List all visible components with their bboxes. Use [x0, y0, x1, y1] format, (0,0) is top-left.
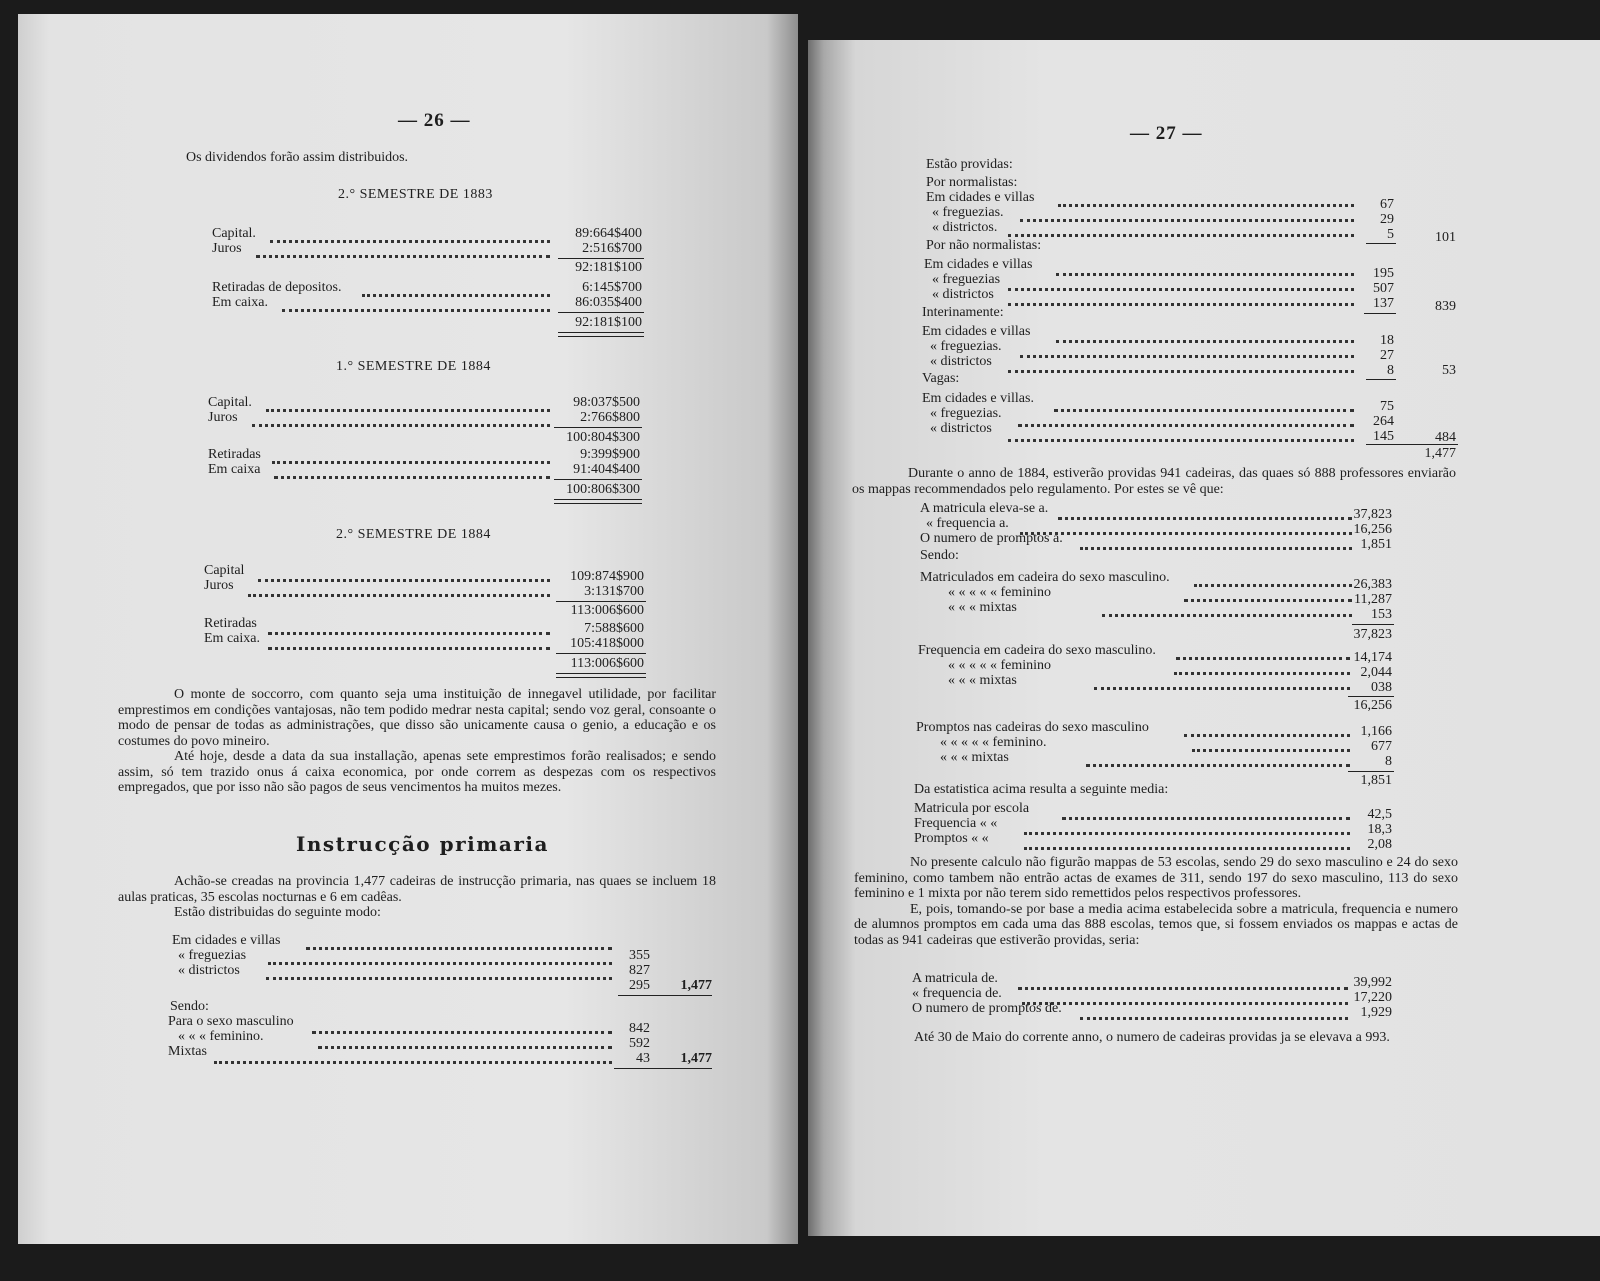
leader-dots [1102, 600, 1352, 617]
ledger-sum: 113:006$600 [570, 656, 644, 671]
row-label: « freguezias. [932, 205, 1004, 220]
paragraph-block [852, 466, 1456, 497]
ledger-label: Juros [212, 241, 242, 256]
row-label: Em cidades e villas. [922, 391, 1034, 406]
ledger-label: Juros [208, 410, 238, 425]
leader-dots [1080, 1003, 1348, 1020]
sum-rule [554, 479, 642, 480]
page-number: — 26 — [398, 110, 471, 131]
row-value: 67 [1380, 197, 1394, 212]
dist-value: 295 [629, 978, 650, 993]
row-value: 27 [1380, 348, 1394, 363]
ledger-label: Capital. [208, 395, 252, 410]
leader-dots [214, 1047, 612, 1064]
total-rule [618, 995, 712, 996]
monte-socorro-paragraphs [118, 687, 716, 796]
leader-dots [282, 295, 550, 312]
group-total: 101 [1435, 230, 1456, 245]
group-heading: Vagas: [922, 371, 960, 386]
row-label: Em cidades e villas [926, 190, 1035, 205]
row-label: « districtos [930, 421, 992, 436]
dist-value: 592 [629, 1036, 650, 1051]
paragraph: Durante o anno de 1884, estiverão providas 941 cadeiras, das quaes só 888 professores enviarão os mappas recommendados pelo regulamento. Por estes se vê que: [852, 466, 1456, 497]
dist-label: Para o sexo masculino [168, 1014, 294, 1029]
dist-total: 1,477 [680, 978, 712, 993]
row-value: 264 [1373, 414, 1394, 429]
semester-heading: 2.° SEMESTRE DE 1883 [338, 187, 493, 202]
dist-label: Mixtas [168, 1044, 207, 1059]
row-label: Matricula por escola [914, 801, 1030, 816]
row-value: 195 [1373, 266, 1394, 281]
leader-dots [1008, 356, 1354, 373]
final-sentence: Até 30 de Maio do corrente anno, o numero de cadeiras providas ja se elevava a 993. [914, 1030, 1390, 1045]
ledger-label: Retiradas [204, 616, 257, 631]
row-value: 5 [1387, 227, 1394, 242]
row-value: 75 [1380, 399, 1394, 414]
page-number: — 27 — [1130, 123, 1203, 144]
sum-rule [1366, 379, 1396, 380]
row-label: Em cidades e villas [922, 324, 1031, 339]
ledger-value: 2:766$800 [580, 410, 640, 425]
group-heading: Interinamente: [922, 305, 1004, 320]
right-page [808, 40, 1600, 1236]
total-double-rule [556, 673, 646, 678]
sum-rule [1364, 313, 1396, 314]
row-label: « freguezias [932, 272, 1001, 287]
dist-value: 827 [629, 963, 650, 978]
ledger-value: 86:035$400 [575, 295, 642, 310]
leader-dots [268, 633, 550, 650]
leader-dots [1008, 425, 1354, 442]
row-label: « frequencia de. [912, 986, 1002, 1001]
sum-rule [1366, 444, 1458, 445]
ledger-value: 9:399$900 [580, 447, 640, 462]
dist-label: Em cidades e villas [172, 933, 281, 948]
group-total: 484 [1435, 430, 1456, 445]
row-label: Promptos « « [914, 831, 989, 846]
row-label: « « « « « feminino. [940, 735, 1047, 750]
ledger-value: 7:588$600 [584, 621, 644, 636]
dist-value: 842 [629, 1021, 650, 1036]
ledger-value: 2:516$700 [582, 241, 642, 256]
row-value: 038 [1371, 680, 1392, 695]
sum-rule [554, 427, 642, 428]
paragraph-block [854, 855, 1458, 948]
semester-heading: 2.° SEMESTRE DE 1884 [336, 527, 491, 542]
row-label: Da estatistica acima resulta a seguinte media: [914, 782, 1169, 797]
row-label: « districtos [932, 287, 994, 302]
row-value: 29 [1380, 212, 1394, 227]
sum-rule [1348, 771, 1394, 772]
row-value: 145 [1373, 429, 1394, 444]
row-value: 137 [1373, 296, 1394, 311]
row-label: « « « mixtas [948, 673, 1017, 688]
row-value: 39,992 [1353, 975, 1392, 990]
row-label: O numero de promptos de. [912, 1001, 1062, 1016]
sum-rule [556, 653, 646, 654]
leader-dots [1080, 533, 1352, 550]
row-label: A matricula de. [912, 971, 998, 986]
leader-dots [1094, 673, 1350, 690]
ledger-sum: 113:006$600 [570, 603, 644, 618]
group-total: 839 [1435, 299, 1456, 314]
row-label: « « « mixtas [940, 750, 1009, 765]
sum-rule [1348, 696, 1394, 697]
total-rule [614, 1068, 712, 1069]
row-value: 16,256 [1353, 522, 1392, 537]
ledger-value: 91:404$400 [573, 462, 640, 477]
ledger-label: Retiradas [208, 447, 261, 462]
group-heading: Por normalistas: [926, 175, 1018, 190]
ledger-label: Juros [204, 578, 234, 593]
dist-value: 355 [629, 948, 650, 963]
dist-label: « districtos [178, 963, 240, 978]
left-page [18, 14, 798, 1244]
sum-rule [556, 601, 646, 602]
sum-rule [558, 312, 644, 313]
row-value: 37,823 [1353, 507, 1392, 522]
row-value: 17,220 [1353, 990, 1392, 1005]
ledger-label: Capital [204, 563, 245, 578]
section-title: Instrucção primaria [296, 832, 549, 856]
row-value: 1,929 [1360, 1005, 1392, 1020]
row-label: « districtos. [932, 220, 998, 235]
row-value: 507 [1373, 281, 1394, 296]
row-value: 18 [1380, 333, 1394, 348]
paragraph: Até hoje, desde a data da sua installação, apenas sete emprestimos forão realisados; e sendo assim, só tem trazido onus á caixa economica, por onde correm as despezas com os respectivos empregados, que por isso não são pagos de seus vencimentos ha muitos mezes. [118, 749, 716, 795]
ledger-value: 98:037$500 [573, 395, 640, 410]
dist-value: 43 [636, 1051, 650, 1066]
total-double-rule [554, 499, 642, 504]
ledger-label: Em caixa [208, 462, 261, 477]
row-value: 26,383 [1353, 577, 1392, 592]
ledger-label: Capital. [212, 226, 256, 241]
row-label: Frequencia « « [914, 816, 998, 831]
row-value: 8 [1385, 754, 1392, 769]
grand-total: 1,477 [1424, 446, 1456, 461]
row-total: 37,823 [1353, 627, 1392, 642]
dist-label: « « « feminino. [178, 1029, 264, 1044]
leader-dots [256, 241, 550, 258]
row-label: Em cidades e villas [924, 257, 1033, 272]
row-label: « « « mixtas [948, 600, 1017, 615]
leader-dots [248, 580, 550, 597]
paragraph: No presente calculo não figurão mappas de 53 escolas, sendo 29 do sexo masculino e 24 do sexo feminino, como tambem não entrão actas de exames de 311, sendo 197 do sexo masculino, 113 do sexo feminino e 1 mixta por não terem sido remettidos pelos respectivos professores. [854, 855, 1458, 901]
row-label: « « « « « feminino [948, 585, 1052, 600]
row-label: Frequencia em cadeira do sexo masculino. [918, 643, 1156, 658]
row-label: « frequencia a. [926, 516, 1009, 531]
row-label: Promptos nas cadeiras do sexo masculino [916, 720, 1149, 735]
row-value: 18,3 [1367, 822, 1392, 837]
row-value: 2,08 [1367, 837, 1392, 852]
row-total: 16,256 [1353, 698, 1392, 713]
sum-rule [558, 258, 644, 259]
ledger-label: Em caixa. [204, 631, 260, 646]
row-value: 1,166 [1360, 724, 1392, 739]
row-value: 153 [1371, 607, 1392, 622]
row-value: 14,174 [1353, 650, 1392, 665]
row-value: 1,851 [1360, 537, 1392, 552]
leader-dots [1008, 220, 1354, 237]
paragraph: O monte de soccorro, com quanto seja uma instituição de innegavel utilidade, por facilitar emprestimos em condições vantajosas, não tem podido medrar nesta capital; sendo voz geral, consoante o modo de pensar de todas as administrações, que disso são unicamente causa o genio, a educação e os costumes do povo mineiro. [118, 687, 716, 749]
group-total: 53 [1442, 363, 1456, 378]
row-value: 677 [1371, 739, 1392, 754]
intro-text: Os dividendos forão assim distribuidos. [186, 150, 409, 165]
ledger-value: 109:874$900 [570, 569, 644, 584]
row-label: A matricula eleva-se a. [920, 501, 1049, 516]
leader-dots [252, 410, 550, 427]
ledger-label: Retiradas de depositos. [212, 280, 342, 295]
row-label: « « « « « feminino [948, 658, 1052, 673]
paragraph: E, pois, tomando-se por base a media acima estabelecida sobre a matricula, frequencia e numero de alumnos promptos em cada uma das 888 escolas, temos que, si fossem enviados os mappas e actas de todas as 941 cadeiras que estiverão providas, seria: [854, 901, 1458, 948]
ledger-sum: 100:806$300 [566, 482, 640, 497]
leader-dots [274, 462, 550, 479]
section-label: Estão providas: [926, 157, 1013, 172]
group-heading: Por não normalistas: [926, 238, 1042, 253]
row-label: « freguezias. [930, 339, 1002, 354]
ledger-value: 6:145$700 [582, 280, 642, 295]
dist-total: 1,477 [680, 1051, 712, 1066]
ledger-value: 105:418$000 [570, 636, 644, 651]
row-label: Matriculados em cadeira do sexo masculino. [920, 570, 1170, 585]
ledger-value: 3:131$700 [584, 584, 644, 599]
row-label: O numero de promptos a. [920, 531, 1063, 546]
ledger-sum: 92:181$100 [575, 260, 642, 275]
dist-label: « freguezias [178, 948, 247, 963]
paragraph: Achão-se creadas na provincia 1,477 cadeiras de instrucção primaria, nas quaes se incluem 18 aulas praticas, 35 escolas nocturnas e 6 em cadêas. [118, 874, 716, 905]
leader-dots [1008, 289, 1354, 306]
row-value: 11,287 [1354, 592, 1392, 607]
ledger-value: 89:664$400 [575, 226, 642, 241]
leader-dots [1024, 833, 1350, 850]
ledger-sum: 92:181$100 [575, 315, 642, 330]
sendo-label: Sendo: [170, 999, 209, 1014]
paragraph: Estão distribuidas do seguinte modo: [174, 905, 381, 920]
ledger-sum: 100:804$300 [566, 430, 640, 445]
ledger-label: Em caixa. [212, 295, 268, 310]
row-value: 42,5 [1367, 807, 1392, 822]
leader-dots [1086, 750, 1350, 767]
row-value: 8 [1387, 363, 1394, 378]
semester-heading: 1.° SEMESTRE DE 1884 [336, 359, 491, 374]
instruction-paragraphs [118, 874, 716, 921]
row-value: 2,044 [1360, 665, 1392, 680]
sum-rule [1366, 243, 1396, 244]
sendo-label: Sendo: [920, 548, 959, 563]
sum-rule [1352, 624, 1394, 625]
row-total: 1,851 [1360, 773, 1392, 788]
leader-dots [266, 963, 612, 980]
total-double-rule [558, 332, 644, 337]
row-label: « freguezias. [930, 406, 1002, 421]
row-label: « districtos [930, 354, 992, 369]
